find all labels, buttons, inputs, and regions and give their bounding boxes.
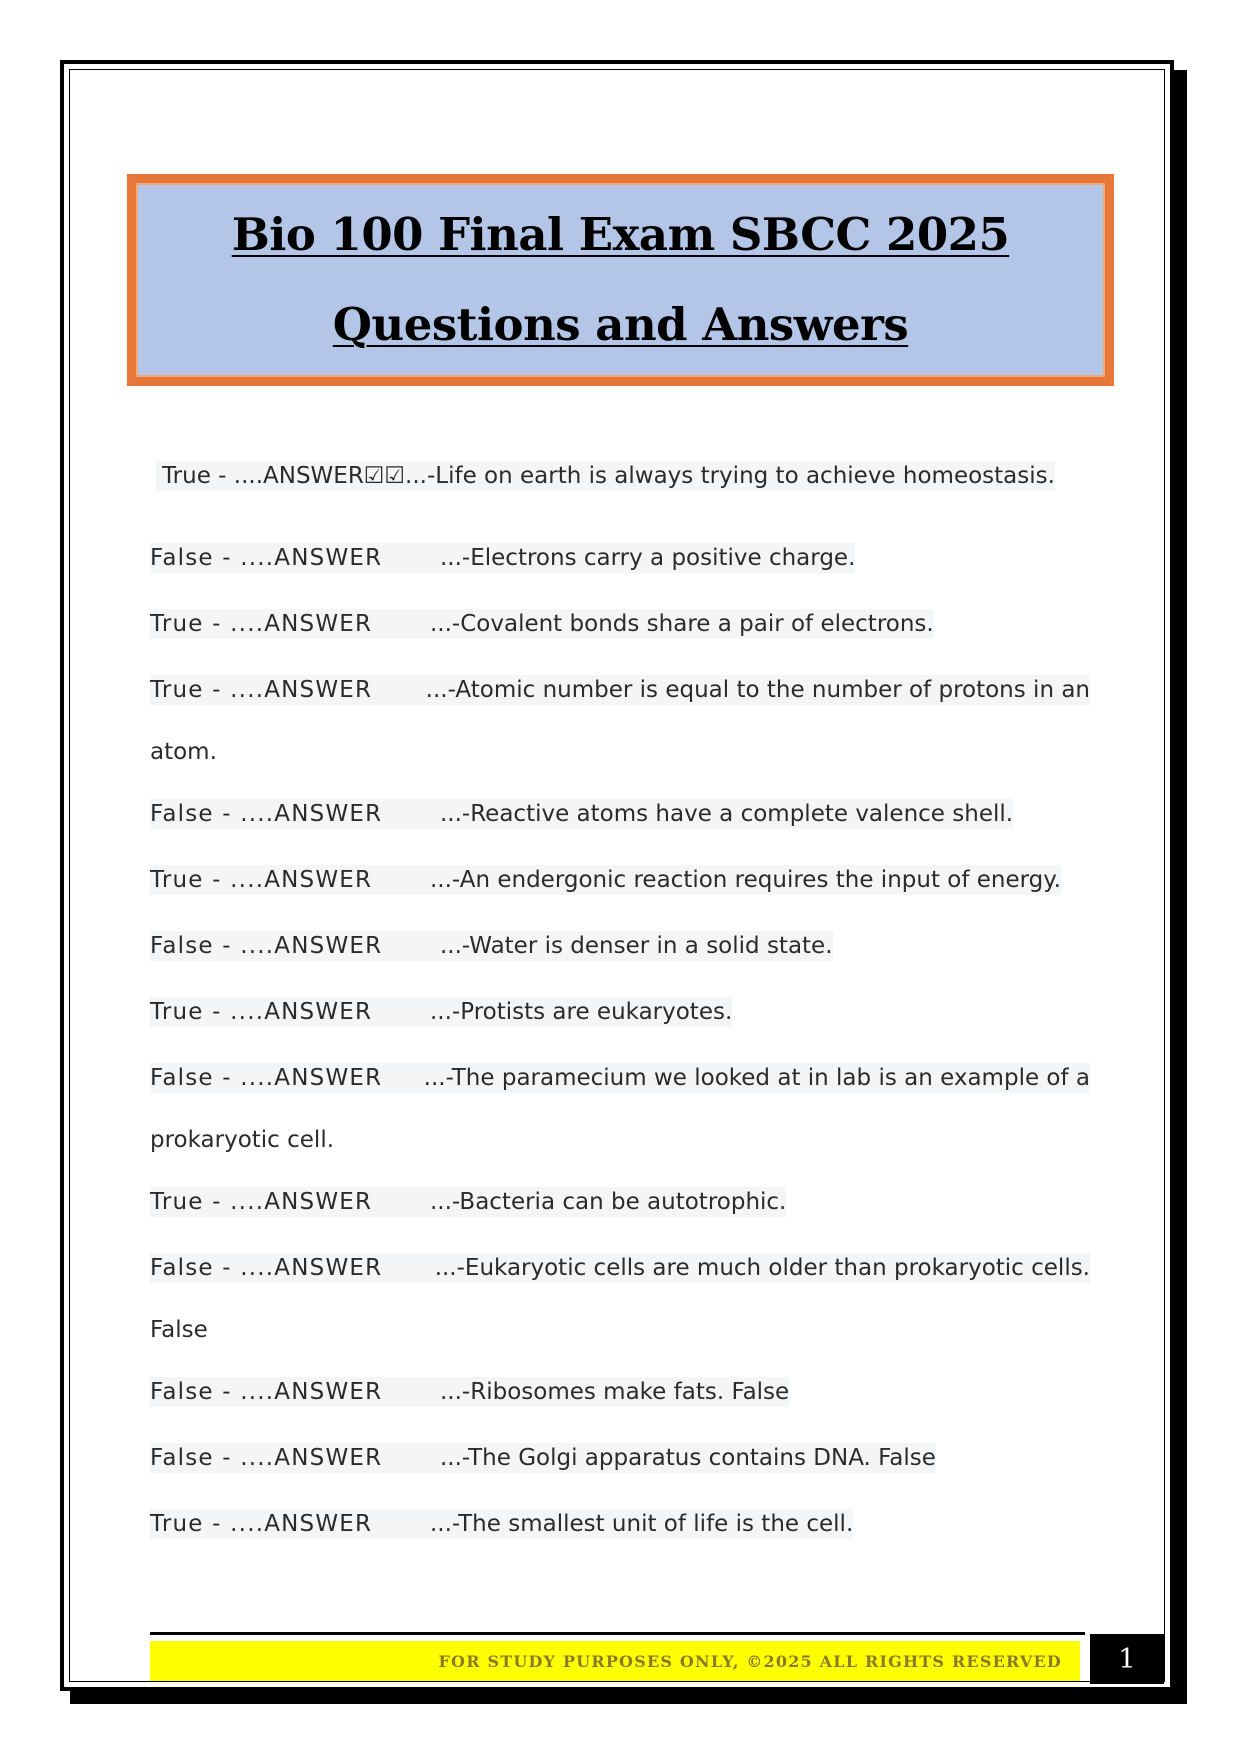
qa-question: ...-Covalent bonds share a pair of electrons. (430, 611, 934, 637)
qa-item (150, 1442, 1090, 1474)
qa-question: ...-Protists are eukaryotes. (430, 999, 733, 1025)
qa-item (150, 864, 1090, 896)
qa-answer: False - ....ANSWER (150, 1377, 440, 1407)
qa-answer: True - ....ANSWER (150, 865, 430, 895)
qa-answer: True - ....ANSWER (150, 609, 430, 639)
qa-item (150, 608, 1090, 640)
qa-answer: False - ....ANSWER (150, 1443, 440, 1473)
qa-question: ...-Electrons carry a positive charge. (440, 545, 856, 571)
page-number-box (1090, 1634, 1164, 1684)
qa-answer: True - ....ANSWER (150, 1509, 430, 1539)
qa-answer: False - ....ANSWER (150, 543, 440, 573)
qa-question: ...-Ribosomes make fats. False (440, 1379, 790, 1405)
qa-question: ...-Atomic number is equal to the number of protons in an (425, 677, 1090, 703)
qa-item (150, 798, 1090, 830)
qa-item (150, 542, 1090, 574)
qa-question: ...-Eukaryotic cells are much older than prokaryotic cells. (434, 1255, 1090, 1281)
qa-question-continuation: atom. (150, 739, 217, 765)
qa-question: ...-Water is denser in a solid state. (440, 933, 833, 959)
title-box-inner (136, 183, 1105, 377)
qa-answer: False - ....ANSWER (150, 1063, 424, 1093)
qa-list (150, 460, 1090, 1540)
qa-answer: True - ....ANSWER☑☑... (156, 461, 427, 491)
qa-answer: False - ....ANSWER (150, 1253, 435, 1283)
qa-item (150, 930, 1090, 962)
qa-answer: False - ....ANSWER (150, 799, 440, 829)
qa-item (150, 674, 1090, 768)
footer-notice: FOR STUDY PURPOSES ONLY, ©2025 ALL RIGHTS RESERVED (438, 1651, 1062, 1671)
qa-answer: True - ....ANSWER (150, 1187, 430, 1217)
qa-question: ...-The smallest unit of life is the cell. (430, 1511, 854, 1537)
qa-question: -Life on earth is always trying to achieve homeostasis. (426, 463, 1055, 489)
qa-question: ...-Bacteria can be autotrophic. (430, 1189, 787, 1215)
page-number: 1 (1118, 1643, 1136, 1675)
qa-answer: True - ....ANSWER (150, 675, 426, 705)
qa-item (150, 1062, 1090, 1156)
qa-question-continuation: prokaryotic cell. (150, 1127, 335, 1153)
qa-item (150, 1186, 1090, 1218)
footer-bar (150, 1641, 1080, 1681)
qa-item (150, 1508, 1090, 1540)
document-subtitle: Questions and Answers (332, 298, 909, 351)
qa-question: ...-An endergonic reaction requires the input of energy. (430, 867, 1061, 893)
footer-divider (150, 1632, 1085, 1635)
qa-item (150, 1252, 1090, 1346)
document-title: Bio 100 Final Exam SBCC 2025 (231, 208, 1010, 261)
qa-item (156, 460, 1090, 492)
qa-question: ...-Reactive atoms have a complete valence shell. (440, 801, 1014, 827)
qa-answer: True - ....ANSWER (150, 997, 430, 1027)
qa-question: ...-The paramecium we looked at in lab is an example of a (423, 1065, 1090, 1091)
qa-item (150, 1376, 1090, 1408)
title-box (127, 174, 1114, 386)
qa-item (150, 996, 1090, 1028)
qa-question: ...-The Golgi apparatus contains DNA. False (440, 1445, 936, 1471)
qa-answer: False - ....ANSWER (150, 931, 440, 961)
qa-question-continuation: False (150, 1317, 208, 1343)
